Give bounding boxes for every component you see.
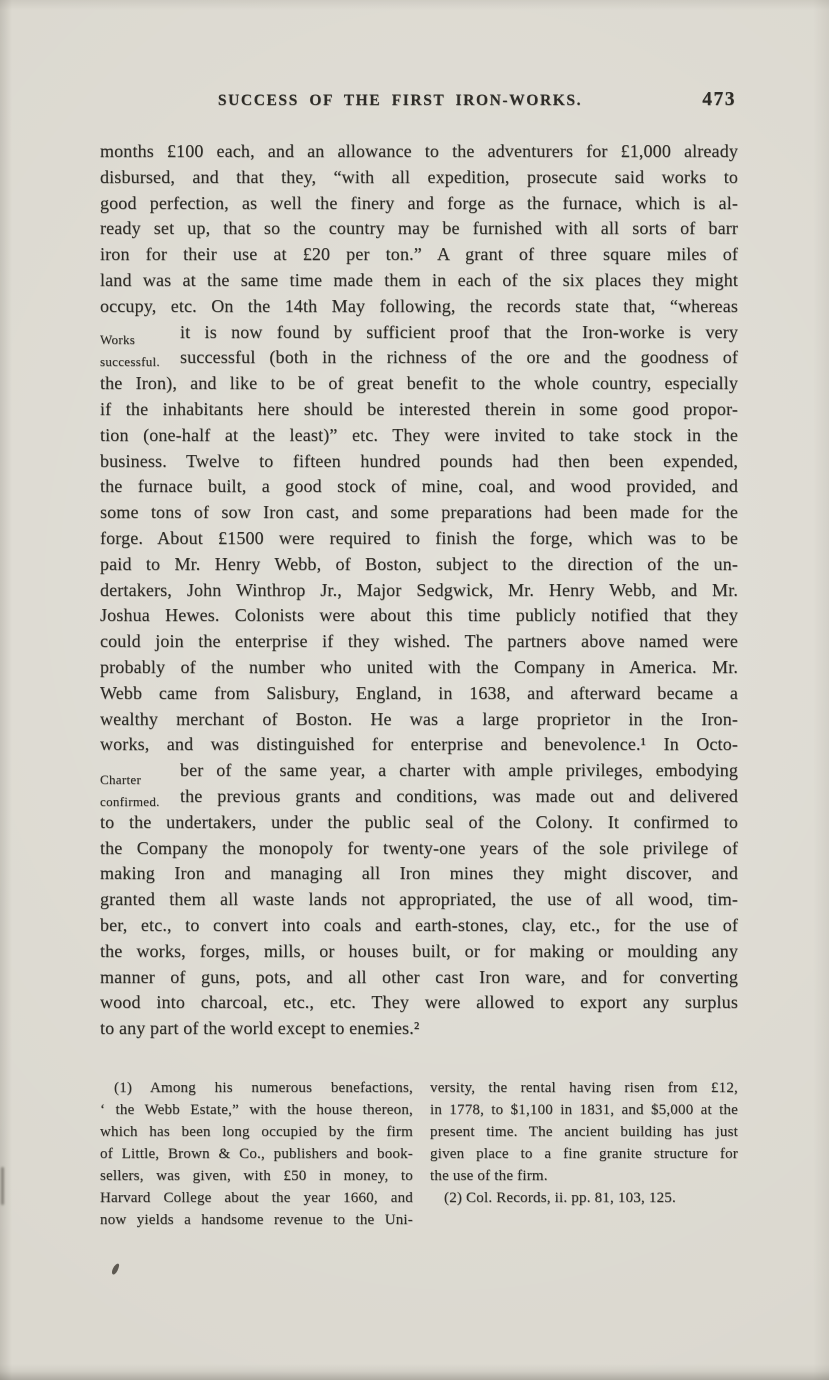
margin-note-works-successful — [100, 329, 160, 373]
footnote-line: ‘ the Webb Estate,” with the house thereon, — [100, 1102, 413, 1118]
body-line: successful (both in the richness of the ore and the goodness of — [180, 347, 738, 368]
margin-note-line: confirmed. — [100, 794, 160, 809]
footnote-line: sellers, was given, with £50 in money, to — [100, 1168, 413, 1184]
margin-note-line: Works — [100, 332, 136, 347]
footnote-line: (2) Col. Records, ii. pp. 81, 103, 125. — [444, 1190, 676, 1206]
footnote-line: which has been long occupied by the firm — [100, 1124, 413, 1140]
footnotes — [100, 1077, 738, 1231]
body-line: making Iron and managing all Iron mines they might discover, and — [100, 863, 738, 884]
footnote-line: of Little, Brown & Co., publishers and book- — [100, 1146, 413, 1162]
footnote-column-1 — [100, 1077, 413, 1231]
body-line: forge. About £1500 were required to finish the forge, which was to be — [100, 527, 738, 548]
body-line: probably of the number who united with the Company in America. Mr. — [100, 656, 738, 677]
body-line: business. Twelve to fifteen hundred pounds had then been expended, — [100, 450, 738, 471]
body-text — [100, 139, 738, 1042]
footnote-line: Harvard College about the year 1660, and — [100, 1190, 413, 1206]
body-line: months £100 each, and an allowance to the adventurers for £1,000 already — [100, 141, 738, 161]
body-line: to the undertakers, under the public seal of the Colony. It confirmed to — [100, 811, 738, 832]
footnote-line: present time. The ancient building has just — [430, 1124, 738, 1140]
body-line: the Company the monopoly for twenty-one years of the sole privilege of — [100, 837, 738, 858]
footnote-line: versity, the rental having risen from £12, — [430, 1080, 738, 1096]
body-line: disbursed, and that they, “with all expedition, prosecute said works to — [100, 166, 738, 187]
margin-note-line: successful. — [100, 354, 160, 369]
margin-note-charter-confirmed — [100, 769, 160, 813]
running-title: SUCCESS OF THE FIRST IRON-WORKS. — [217, 92, 583, 109]
body-line: the furnace built, a good stock of mine, coal, and wood provided, and — [100, 476, 738, 497]
body-line: occupy, etc. On the 14th May following, the records state that, “whereas — [100, 295, 738, 316]
body-line: ber of the same year, a charter with ample privileges, embodying — [180, 760, 738, 781]
footnote-column-2 — [430, 1077, 738, 1231]
body-line: ready set up, that so the country may be furnished with all sorts of barr — [100, 218, 738, 239]
body-line: paid to Mr. Henry Webb, of Boston, subject to the direction of the un- — [100, 553, 738, 574]
body-line: dertakers, John Winthrop Jr., Major Sedgwick, Mr. Henry Webb, and Mr. — [100, 579, 738, 600]
footnote-line: now yields a handsome revenue to the Uni- — [100, 1212, 413, 1228]
body-line: ber, etc., to convert into coals and earth-stones, clay, etc., for the use of — [100, 914, 738, 935]
left-edge-mark — [1, 1167, 4, 1205]
page-header — [100, 89, 738, 114]
page-bottom-shadow — [0, 1364, 829, 1380]
body-line: some tons of sow Iron cast, and some preparations had been made for the — [100, 502, 738, 523]
body-line: wood into charcoal, etc., etc. They were allowed to export any surplus — [100, 992, 738, 1013]
body-line: iron for their use at £20 per ton.” A grant of three square miles of — [100, 244, 738, 265]
margin-note-line: Charter — [100, 772, 142, 787]
body-line: granted them all waste lands not appropriated, the use of all wood, tim- — [100, 889, 738, 910]
body-line: tion (one-half at the least)” etc. They were invited to take stock in the — [100, 424, 738, 445]
body-line: could join the enterprise if they wished. The partners above named were — [100, 631, 738, 652]
footnote-line: the use of the firm. — [430, 1168, 548, 1184]
body-line: the Iron), and like to be of great benefit to the whole country, especially — [100, 373, 738, 394]
body-line: Joshua Hewes. Colonists were about this time publicly notified that they — [100, 605, 738, 626]
body-line: the works, forges, mills, or houses built, or for making or moulding any — [100, 940, 738, 961]
footnote-line: (1) Among his numerous benefactions, — [114, 1080, 413, 1096]
footnote-line: in 1778, to $1,100 in 1831, and $5,000 at the — [430, 1102, 738, 1118]
ink-mark — [111, 1263, 121, 1276]
body-line: land was at the same time made them in each of the six places they might — [100, 269, 738, 290]
body-line: wealthy merchant of Boston. He was a large proprietor in the Iron- — [100, 708, 738, 729]
body-line: Webb came from Salisbury, England, in 1638, and afterward became a — [100, 682, 738, 703]
body-line: manner of guns, pots, and all other cast Iron ware, and for converting — [100, 966, 738, 987]
body-line: if the inhabitants here should be interested therein in some good propor- — [100, 398, 738, 419]
page-number: 473 — [702, 89, 736, 110]
footnote-line: given place to a fine granite structure for — [430, 1146, 738, 1162]
body-line: the previous grants and conditions, was made out and delivered — [180, 785, 738, 806]
body-line: it is now found by sufficient proof that the Iron-worke is very — [180, 321, 738, 342]
body-line: to any part of the world except to enemies.² — [100, 1018, 420, 1039]
body-line: good perfection, as well the finery and forge as the furnace, which is al- — [100, 192, 738, 213]
body-line: works, and was distinguished for enterprise and benevolence.¹ In Octo- — [100, 734, 738, 755]
